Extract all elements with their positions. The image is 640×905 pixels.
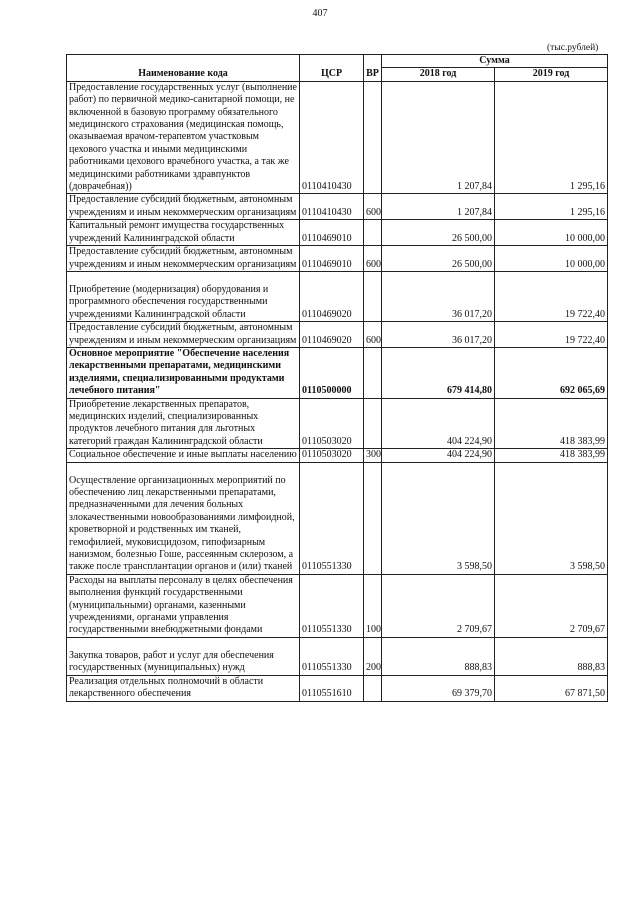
row-name: Предоставление государственных услуг (выполнение работ) по первичной медико-санитарной помощи, не включенной в базовую программу обязательного медицинского страхования (медицинская помощь, оказываемая врачом-терапевтом участковым цехового участка и иными медицинскими работниками цехового врачебного участка, а так же медицинскими работниками здравпунктов (доврачебная)) (67, 81, 300, 194)
row-2019: 19 722,40 (495, 322, 608, 348)
table-row (67, 637, 608, 675)
row-name: Осуществление организационных мероприятий по обеспечению лиц лекарственными препаратами, предназначенными для лечения больных злокачественными новообразованиями лимфоидной, кроветворной и родственных им тканей, гемофилией, муковисцидозом, гипофизарным нанизмом, болезнью Гоше, рассеянным склерозом, а также после трансплантации органов и (или) тканей (69, 474, 295, 573)
row-vr: 600 (364, 322, 382, 348)
row-2019: 67 871,50 (495, 675, 608, 701)
row-2019: 3 598,50 (495, 462, 608, 574)
row-2019: 2 709,67 (495, 574, 608, 637)
row-2018: 26 500,00 (382, 246, 495, 272)
row-vr: 100 (364, 574, 382, 637)
row-vr: 200 (364, 637, 382, 675)
row-name: Предоставление субсидий бюджетным, автономным учреждениям и иным некоммерческим организациям (67, 194, 300, 220)
row-csr: 0110410430 (300, 194, 364, 220)
row-2019: 418 383,99 (495, 398, 608, 449)
row-vr (364, 398, 382, 449)
header-2018: 2018 год (382, 68, 495, 81)
row-csr: 0110551330 (300, 574, 364, 637)
row-2018: 404 224,90 (382, 449, 495, 462)
row-name-cell (67, 271, 300, 321)
row-2019: 19 722,40 (495, 271, 608, 321)
row-vr (364, 347, 382, 398)
row-csr: 0110469010 (300, 220, 364, 246)
row-csr: 0110551610 (300, 675, 364, 701)
row-name: Приобретение (модернизация) оборудования и программного обеспечения государственными учреждениями Калининградской области (69, 283, 269, 320)
row-csr: 0110469010 (300, 246, 364, 272)
row-csr: 0110503020 (300, 449, 364, 462)
row-2018: 3 598,50 (382, 462, 495, 574)
row-csr: 0110500000 (300, 347, 364, 398)
table-row (67, 246, 608, 272)
table-row (67, 322, 608, 348)
budget-table (66, 54, 608, 702)
row-2018: 2 709,67 (382, 574, 495, 637)
row-vr: 300 (364, 449, 382, 462)
row-name: Предоставление субсидий бюджетным, автономным учреждениям и иным некоммерческим организациям (67, 322, 300, 348)
table-row (67, 398, 608, 449)
row-name: Расходы на выплаты персоналу в целях обеспечения выполнения функций государственными (муниципальными) органами, казенными учреждениями, органами управления государственными внебюджетными фондами (67, 574, 300, 637)
row-vr (364, 220, 382, 246)
row-vr: 600 (364, 246, 382, 272)
row-name: Реализация отдельных полномочий в области лекарственного обеспечения (67, 675, 300, 701)
row-vr (364, 675, 382, 701)
row-vr (364, 81, 382, 194)
row-vr (364, 271, 382, 321)
page-number: 407 (312, 8, 328, 19)
row-2018: 888,83 (382, 637, 495, 675)
row-name: Закупка товаров, работ и услуг для обеспечения государственных (муниципальных) нужд (69, 649, 274, 674)
row-vr: 600 (364, 194, 382, 220)
table-row (67, 220, 608, 246)
row-2018: 404 224,90 (382, 398, 495, 449)
row-2019: 888,83 (495, 637, 608, 675)
row-csr: 0110551330 (300, 462, 364, 574)
row-name-cell (67, 637, 300, 675)
table-row (67, 194, 608, 220)
row-2019: 10 000,00 (495, 246, 608, 272)
row-2019: 1 295,16 (495, 194, 608, 220)
table-row (67, 271, 608, 321)
table-row (67, 675, 608, 701)
row-csr: 0110410430 (300, 81, 364, 194)
table-row (67, 574, 608, 637)
table-row (67, 449, 608, 462)
row-2018: 1 207,84 (382, 194, 495, 220)
table-row-main-activity (67, 347, 608, 398)
row-2019: 10 000,00 (495, 220, 608, 246)
row-name: Приобретение лекарственных препаратов, медицинских изделий, специализированных продуктов лечебного питания для льготных категорий граждан Калининградской области (67, 398, 300, 449)
header-vr: ВР (364, 55, 382, 82)
row-csr: 0110469020 (300, 322, 364, 348)
row-2018: 26 500,00 (382, 220, 495, 246)
row-name: Социальное обеспечение и иные выплаты населению (67, 449, 300, 462)
row-2019: 418 383,99 (495, 449, 608, 462)
table-row (67, 81, 608, 194)
header-row-top (67, 55, 608, 68)
header-csr: ЦСР (300, 55, 364, 82)
row-vr (364, 462, 382, 574)
row-name-cell (67, 462, 300, 574)
row-2018: 36 017,20 (382, 322, 495, 348)
units-label: (тыс.рублей) (547, 43, 599, 53)
row-2019: 1 295,16 (495, 81, 608, 194)
row-csr: 0110469020 (300, 271, 364, 321)
row-name: Предоставление субсидий бюджетным, автономным учреждениям и иным некоммерческим организациям (67, 246, 300, 272)
row-2018: 679 414,80 (382, 347, 495, 398)
row-name: Основное мероприятие "Обеспечение населения лекарственными препаратами, медицинскими изделиями, специализированными продуктами лечебного питания" (67, 347, 300, 398)
header-sum: Сумма (382, 55, 608, 68)
row-csr: 0110503020 (300, 398, 364, 449)
row-name: Капитальный ремонт имущества государственных учреждений Калининградской области (67, 220, 300, 246)
table-row (67, 462, 608, 574)
row-2018: 69 379,70 (382, 675, 495, 701)
row-2018: 36 017,20 (382, 271, 495, 321)
header-2019: 2019 год (495, 68, 608, 81)
row-csr: 0110551330 (300, 637, 364, 675)
row-2018: 1 207,84 (382, 81, 495, 194)
header-name: Наименование кода (67, 55, 300, 82)
row-2019: 692 065,69 (495, 347, 608, 398)
